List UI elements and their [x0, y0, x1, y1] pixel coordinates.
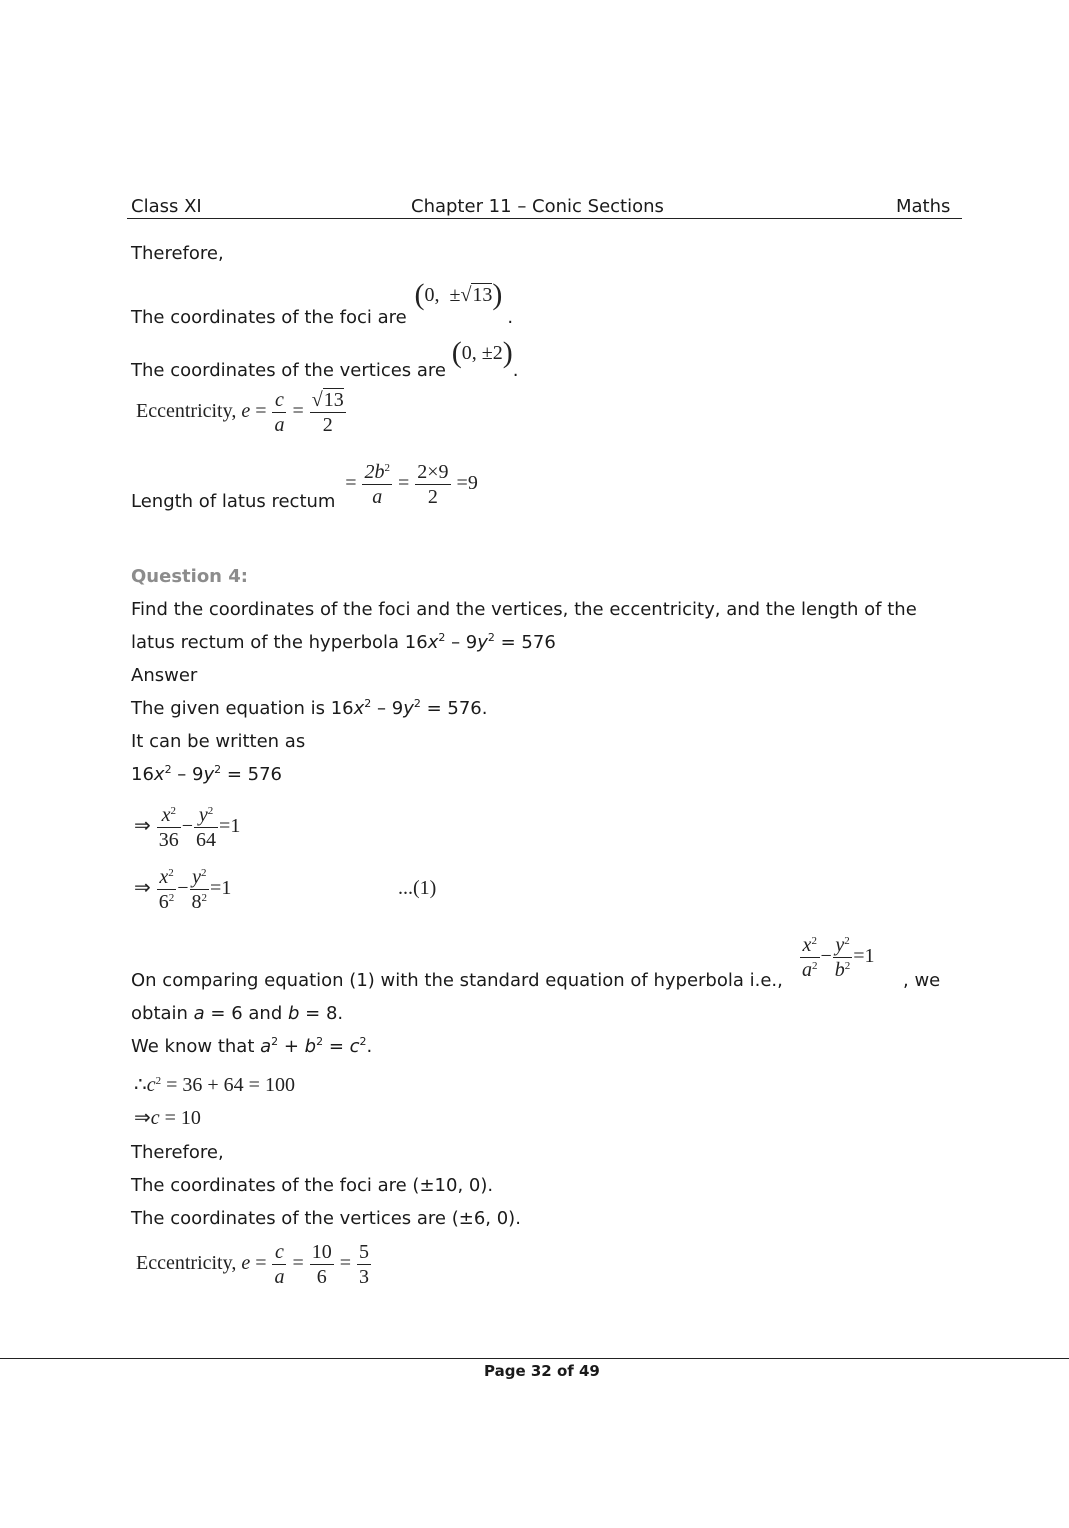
equation-line: $16x^2 - 9y^2 = 576$ [131, 763, 283, 785]
foci-result: The coordinates of the foci are (±10, 0). [131, 1175, 494, 1196]
latus-formula: = $\frac{2b^2}{a}$ = $\frac{2\times 9}{2}$ =9 [345, 461, 478, 508]
c-value: ⇒c = 10 [134, 1107, 201, 1129]
foci-value: (0, ±√13) [414, 278, 503, 311]
page-number: Page 32 of 49 [484, 1362, 600, 1380]
know-line: We know that $a^2 + b^2 = c^2$. [131, 1035, 373, 1057]
question-heading: Question 4: [131, 566, 248, 587]
foci-label: The coordinates of the foci are [131, 307, 407, 328]
latus-rectum-line [131, 460, 478, 513]
compare-line: On comparing equation (1) with the standard equation of hyperbola i.e., [131, 970, 783, 991]
header-chapter: Chapter 11 – Conic Sections [411, 196, 664, 217]
therefore-text-2: Therefore, [131, 1142, 224, 1163]
given-equation: The given equation is $16x^2 - 9y^2 = 576$. [131, 697, 488, 719]
equation-reference: ...(1) [398, 877, 437, 899]
vertices-period: . [512, 360, 519, 381]
vertices-result: The coordinates of the vertices are (±6, 0). [131, 1208, 521, 1229]
vertices-value: (0, ±2) [451, 336, 513, 369]
header-rule [127, 218, 962, 219]
header-class: Class XI [131, 196, 202, 217]
therefore-text: Therefore, [131, 243, 224, 264]
vertices-line [131, 336, 519, 381]
header-subject: Maths [896, 196, 951, 217]
eccentricity-formula-1: Eccentricity, e = $\frac{c}{a}$ = $\frac{√13}{2}$ [136, 389, 344, 436]
step-fraction-2: ⇒ $\frac{x^2}{6^2}$ − $\frac{y^2}{8^2}$ =1 [134, 866, 232, 913]
foci-period: . [507, 307, 514, 328]
compare-line-end: , we [903, 970, 941, 991]
obtain-line: obtain a = 6 and b = 8. [131, 1003, 344, 1024]
c-squared-calc: $\therefore c^2 = 36 + 64 = 100$ [134, 1074, 295, 1096]
standard-hyperbola-equation: $\frac{x^2}{a^2}$ − $\frac{y^2}{b^2}$ =1 [802, 934, 875, 981]
eccentricity-formula-2: Eccentricity, e = $\frac{c}{a}$ = $\frac{10}{6}$ = $\frac{5}{3}$ [136, 1241, 370, 1288]
latus-label: Length of latus rectum [131, 491, 336, 513]
written-as: It can be written as [131, 731, 306, 752]
vertices-label: The coordinates of the vertices are [131, 360, 446, 381]
foci-line [131, 278, 514, 328]
question-text-line-1: Find the coordinates of the foci and the vertices, the eccentricity, and the length of the [131, 599, 917, 620]
step-fraction-1: ⇒ $\frac{x^2}{36}$ − $\frac{y^2}{64}$ =1 [134, 804, 241, 851]
answer-label: Answer [131, 665, 198, 686]
question-text-line-2: latus rectum of the hyperbola $16x^2 - 9y^2 = 576$ [131, 631, 556, 653]
footer-rule [0, 1358, 1069, 1359]
